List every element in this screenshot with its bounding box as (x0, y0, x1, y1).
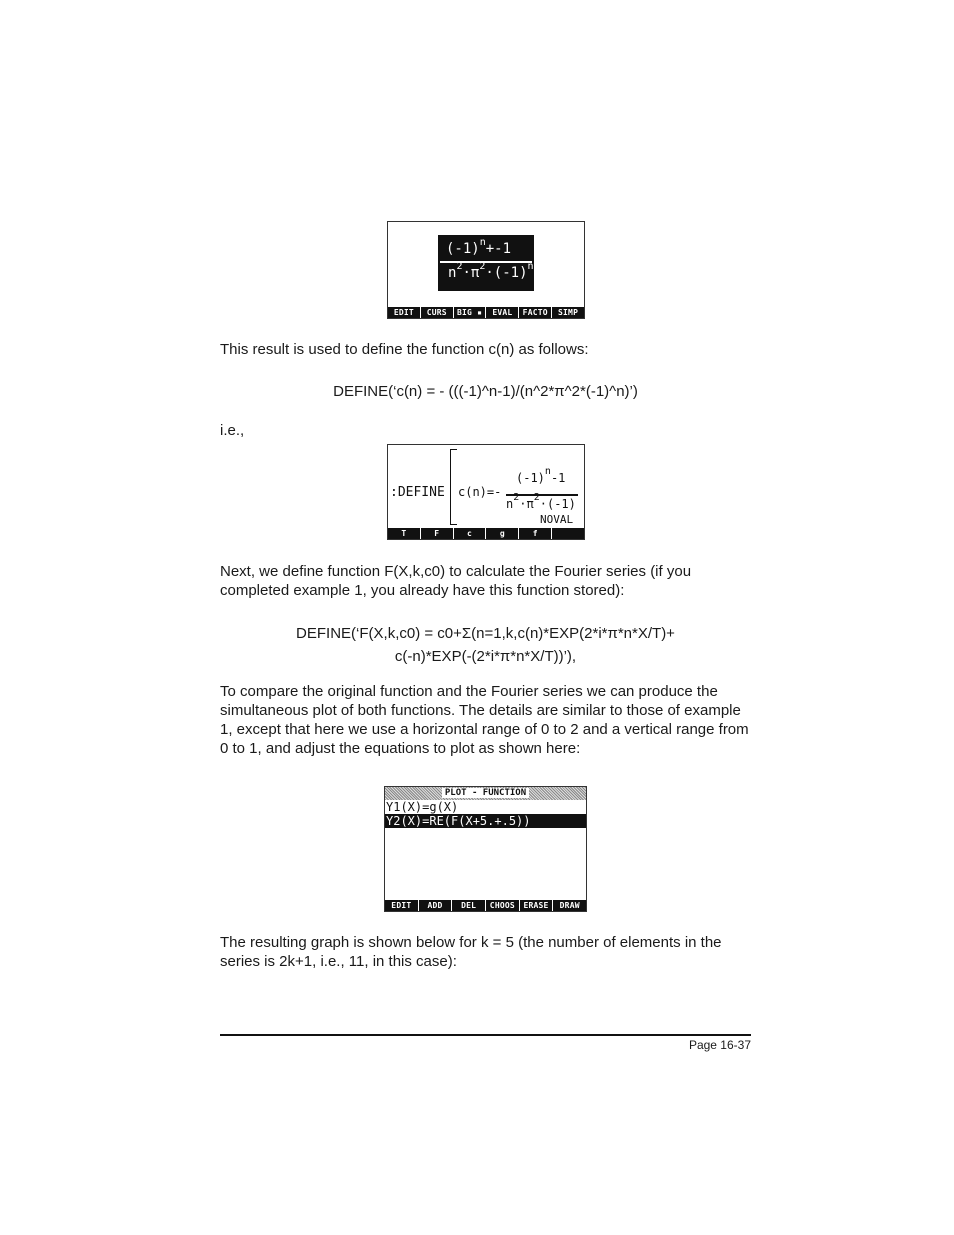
define-lhs: c(n)=- (458, 485, 502, 499)
softkey-facto[interactable]: FACTO (519, 307, 551, 318)
softkey-c[interactable]: c (454, 528, 486, 539)
calculator-screen-plot-function (384, 786, 587, 912)
code-define-F-line1: DEFINE(‘F(X,k,c0) = c0+Σ(n=1,k,c(n)*EXP(2*i*π*n*X/T)+ (296, 625, 675, 642)
softkey-erase[interactable]: ERASE (520, 900, 553, 911)
softkey-menu (385, 900, 586, 911)
equation-y2-selected[interactable]: Y2(X)=RE(F(X+5.+.5)) (385, 814, 586, 828)
softkey-t[interactable]: T (388, 528, 420, 539)
softkey-edit[interactable]: EDIT (385, 900, 418, 911)
calculator-screen-result (387, 221, 585, 319)
page-number: Page 16-37 (688, 1038, 751, 1052)
code-define-cn: DEFINE(‘c(n) = - (((-1)^n-1)/(n^2*π^2*(-1)^n)’) (333, 383, 638, 400)
softkey-del[interactable]: DEL (452, 900, 485, 911)
softkey-empty[interactable] (552, 528, 584, 539)
softkey-eval[interactable]: EVAL (486, 307, 518, 318)
softkey-g[interactable]: g (486, 528, 518, 539)
softkey-big[interactable]: BIG ▪ (454, 307, 486, 318)
plot-function-title: PLOT - FUNCTION (385, 787, 586, 800)
noval-label: NOVAL (540, 513, 574, 526)
softkey-edit[interactable]: EDIT (388, 307, 420, 318)
left-paren (450, 449, 457, 525)
paragraph-resulting-graph: The resulting graph is shown below for k = 5 (the number of elements in the series is 2k+1, i.e., 11, in this case): (220, 934, 722, 970)
fraction-display (438, 235, 534, 291)
softkey-draw[interactable]: DRAW (553, 900, 586, 911)
define-command: :DEFINE (390, 485, 445, 500)
fraction-denominator: $n^2\cdot\pi^2\cdot(-1)^n$ (448, 261, 534, 281)
define-denominator: $n^2\cdot\pi^2\cdot(-1)$ (506, 492, 576, 511)
fraction-bar (440, 261, 532, 263)
softkey-menu (388, 307, 584, 318)
softkey-menu (388, 528, 584, 539)
paragraph-define-cn: This result is used to define the function c(n) as follows: (220, 341, 589, 358)
equation-y1[interactable]: Y1(X)=g(X) (386, 800, 459, 814)
softkey-choos[interactable]: CHOOS (486, 900, 519, 911)
define-numerator: $(-1)^n-1$ (516, 466, 566, 485)
code-define-F-line2: c(-n)*EXP(-(2*i*π*n*X/T))’), (394, 648, 577, 665)
paragraph-ie: i.e., (220, 422, 245, 439)
softkey-f-lower[interactable]: f (519, 528, 551, 539)
softkey-simp[interactable]: SIMP (552, 307, 584, 318)
fraction-numerator: $(-1)^n+-1$ (446, 237, 512, 257)
softkey-curs[interactable]: CURS (421, 307, 453, 318)
footer-rule (220, 1034, 751, 1036)
paragraph-define-F: Next, we define function F(X,k,c0) to calculate the Fourier series (if you completed example 1, you already have this function stored): (220, 563, 692, 599)
paragraph-compare: To compare the original function and the Fourier series we can produce the simultaneous plot of both functions. The details are similar to those of example 1, except that here we use a horizontal range of 0 to 2 and a vertical range from 0 to 1, and adjust the equations to plot as shown here: (220, 683, 749, 757)
calculator-screen-define (387, 444, 585, 540)
softkey-add[interactable]: ADD (419, 900, 452, 911)
softkey-f-upper[interactable]: F (421, 528, 453, 539)
